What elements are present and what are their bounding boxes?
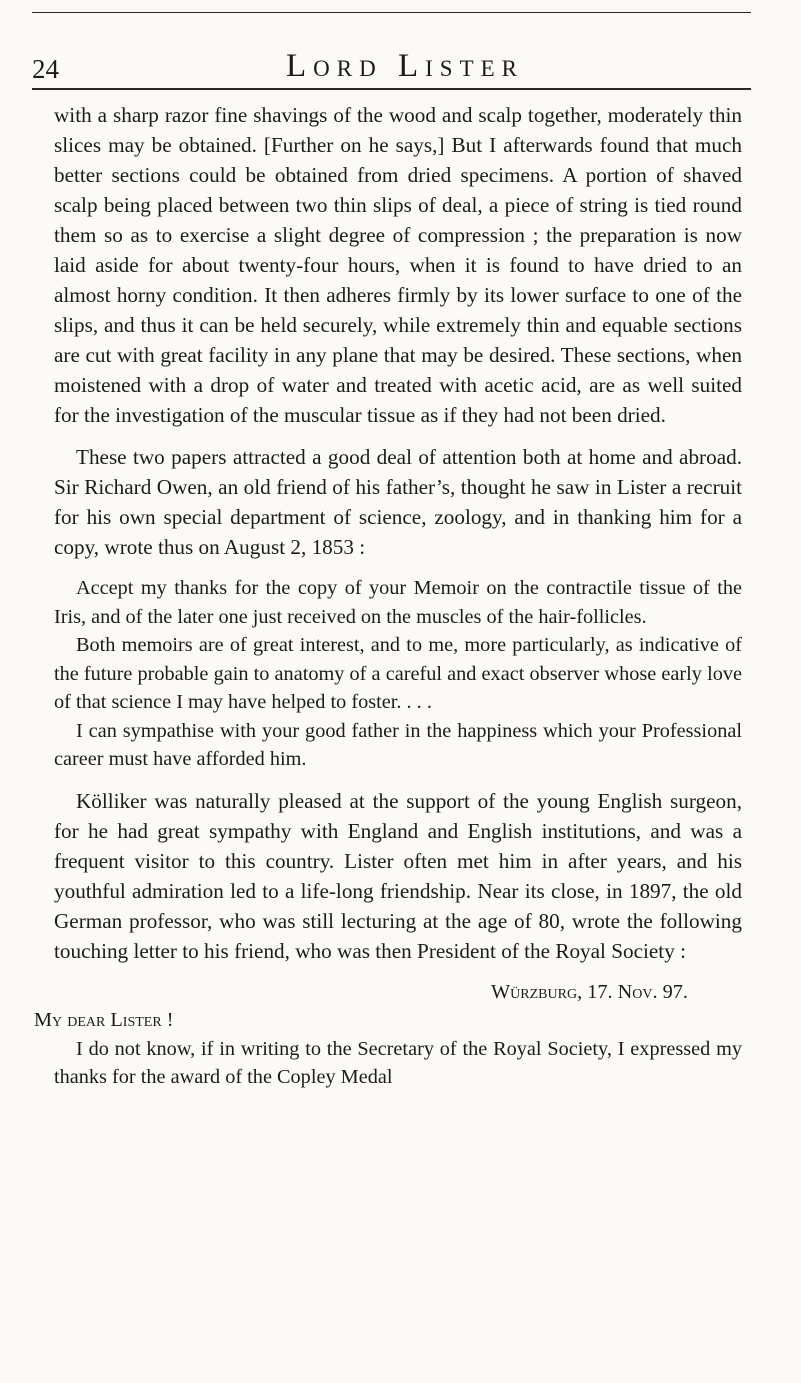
extract-owen-thanks: Accept my thanks for the copy of your Memoir on the contractile tissue of the Iris, and of the later one just received on the muscles of the hair-follicles.: [54, 577, 742, 628]
running-head: [32, 50, 751, 90]
extract-owen-memoirs: Both memoirs are of great interest, and to me, more particularly, as indicative of the future probable gain to anatomy of a careful and exact observer whose early love of that science I may have helped to foster. . . .: [54, 634, 742, 713]
body-text: [34, 100, 742, 1092]
letter-heading: [34, 978, 742, 1035]
page-number: 24: [32, 54, 59, 84]
header-rule-bottom: [32, 88, 751, 90]
paragraph-quoted-method: with a sharp razor fine shavings of the wood and scalp together, moderately thin slices may be obtained. [Further on he says,] But I afterwards found that much better sections could be obtained from dried specimens. A portion of shaved scalp being placed between two thin slips of deal, a piece of string is tied round them so as to exercise a slight degree of compression ; the preparation is now laid aside for about twenty-four hours, when it is found to have dried to an almost horny condition. It then adheres firmly by its lower surface to one of the slips, and thus it can be held securely, while extremely thin and equable sections are cut with great facility in any plane that may be desired. These sections, when moistened with a drop of water and treated with acetic acid, are as well suited for the investigation of the muscular tissue as if they had not been dried.: [54, 103, 742, 427]
letter-place-date: Würzburg, 17. Nov. 97.: [491, 980, 688, 1003]
running-title: Lord Lister: [286, 48, 525, 84]
paragraph-kolliker: Kölliker was naturally pleased at the support of the young English surgeon, for he had great sympathy with England and English institutions, and was a frequent visitor to this country. Lister often met him in after years, and his youthful admiration led to a life-long friendship. Near its close, in 1897, the old German professor, who was still lecturing at the age of 80, wrote the following touching letter to his friend, who was then President of the Royal Society :: [54, 788, 742, 963]
letter-opening: I do not know, if in writing to the Secretary of the Royal Society, I expressed my thanks for the award of the Copley Medal: [54, 1037, 742, 1088]
paragraph-owen: These two papers attracted a good deal of attention both at home and abroad. Sir Richard Owen, an old friend of his father’s, thought he saw in Lister a recruit for his own special department of science, zoology, and in thanking him for a copy, wrote thus on August 2, 1853 :: [54, 445, 742, 559]
extract-owen-father: I can sympathise with your good father in the happiness which your Professional career must have afforded him.: [54, 719, 742, 770]
letter-salutation: My dear Lister !: [34, 1009, 174, 1031]
header-rule-top: [32, 12, 751, 13]
